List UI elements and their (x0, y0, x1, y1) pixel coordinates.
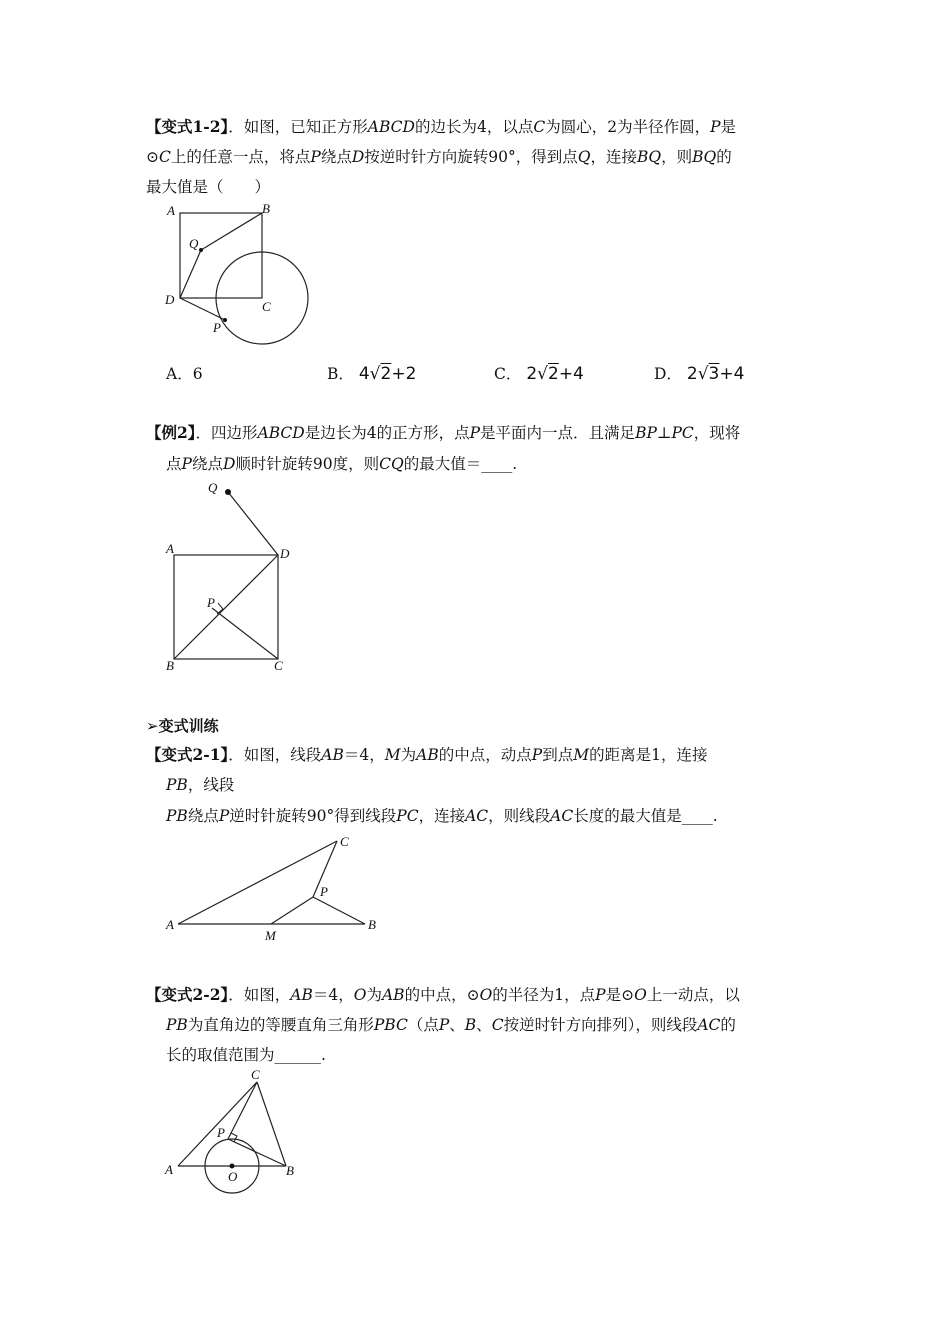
ex2-label-q: Q (208, 480, 218, 495)
v12-line-1: 【变式1-2】．如图，已知正方形ABCD的边长为4，以点C为圆心，2为半径作圆，P是 (146, 117, 737, 136)
training-heading: ➢变式训练 (146, 717, 219, 735)
ex2-label-b: B (166, 658, 174, 673)
v22-label-p: P (217, 1125, 225, 1140)
ex2-label-a: A (166, 541, 174, 556)
v12-square (180, 213, 262, 298)
v12-option-b[interactable]: B． 4√2+2 (327, 364, 417, 384)
v22-segment-pc (228, 1082, 257, 1139)
ex2-label: 【例2】 (146, 423, 196, 442)
v22-point-o (230, 1164, 235, 1169)
v12-point-q (199, 248, 203, 252)
v12-option-c-expr: 2√2+4 (526, 364, 584, 384)
v21-segment-pb (313, 897, 365, 924)
v21-label: 【变式2-1】 (146, 745, 229, 764)
v21-line-2: PB，线段 (166, 776, 235, 794)
v22-figure (160, 1066, 320, 1201)
ex2-segment-dq (228, 492, 278, 555)
v22-label-b: B (286, 1163, 294, 1178)
ex2-diagonal-bd (174, 555, 278, 659)
ex2-label-d: D (280, 546, 290, 561)
v22-segment-ac (178, 1082, 257, 1166)
ex2-line-1: 【例2】．四边形ABCD是边长为4的正方形，点P是平面内一点．且满足BP⊥PC，现将 (146, 423, 741, 442)
v12-label-a: A (167, 203, 175, 218)
v12-label-d: D (165, 292, 175, 307)
v21-line-3: PB绕点P逆时针旋转90°得到线段PC，连接AC，则线段AC长度的最大值是____. (166, 807, 718, 825)
v22-label-c: C (251, 1067, 260, 1082)
v12-option-c[interactable]: C． 2√2+4 (494, 364, 584, 384)
v22-segment-pb (228, 1139, 286, 1166)
ex2-segment-pc (212, 608, 278, 659)
v21-label-a: A (166, 917, 174, 932)
v22-line-3: 长的取值范围为______. (166, 1046, 326, 1064)
v21-segment-ac (178, 841, 337, 924)
v22-line-2: PB为直角边的等腰直角三角形PBC（点P、B、C按逆时针方向排列），则线段AC的 (166, 1016, 736, 1034)
v12-option-d[interactable]: D． 2√3+4 (654, 364, 745, 384)
v21-line-1: 【变式2-1】．如图，线段AB＝4，M为AB的中点，动点P到点M的距离是1，连接 (146, 745, 708, 764)
v21-label-p: P (320, 884, 328, 899)
v12-segment-qd (180, 250, 201, 298)
ex2-label-c: C (274, 658, 283, 673)
v12-option-a[interactable]: A．6 (166, 365, 203, 383)
v22-label: 【变式2-2】 (146, 985, 229, 1004)
v21-segment-mp (271, 897, 313, 924)
v22-label-a: A (165, 1162, 173, 1177)
v12-line-2: ⊙C上的任意一点，将点P绕点D按逆时针方向旋转90°，得到点Q，连接BQ，则BQ的 (146, 148, 732, 166)
v12-label-p: P (213, 320, 221, 335)
v22-line-1: 【变式2-2】．如图，AB＝4，O为AB的中点，⊙O的半径为1，点P是⊙O上一动点，以 (146, 985, 740, 1004)
v12-segment-bq (201, 213, 262, 250)
v12-figure (160, 202, 340, 352)
ex2-point-q (225, 489, 231, 495)
v12-line-3: 最大值是（ ） (146, 178, 271, 196)
v12-label-b: B (262, 202, 270, 216)
v12-point-p (223, 318, 227, 322)
ex2-line-2: 点P绕点D顺时针旋转90度，则CQ的最大值＝____. (166, 455, 518, 473)
v21-label-m: M (265, 928, 276, 943)
v12-segment-dp (180, 298, 225, 320)
v21-figure (160, 830, 400, 945)
ex2-label-p: P (207, 595, 215, 610)
v21-label-b: B (368, 917, 376, 932)
v22-segment-cb (257, 1082, 286, 1166)
v21-label-c: C (340, 834, 349, 849)
v12-option-b-expr: 4√2+2 (358, 364, 417, 384)
v12-label-c: C (262, 299, 271, 314)
v12-label: 【变式1-2】 (146, 117, 229, 136)
v12-option-d-expr: 2√3+4 (686, 364, 745, 384)
v12-label-q: Q (189, 236, 199, 251)
v22-label-o: O (228, 1169, 238, 1184)
ex2-figure (160, 478, 320, 678)
